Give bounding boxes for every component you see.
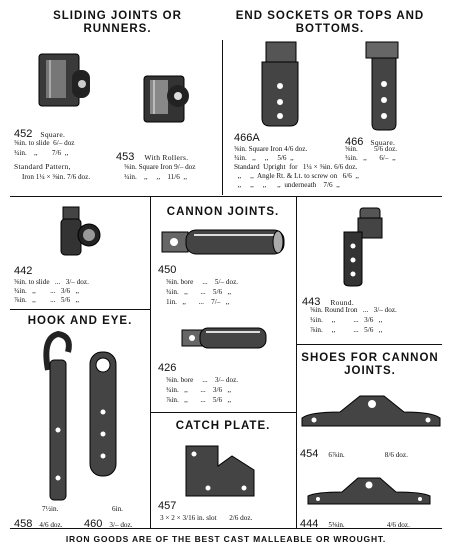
divider-left-mid bbox=[10, 309, 150, 310]
item-price: 4/6 doz. bbox=[386, 521, 410, 529]
divider-vertical-left bbox=[150, 196, 151, 528]
cannon-joint-426-illustration bbox=[180, 324, 270, 354]
item-label: With Rollers. bbox=[144, 153, 189, 162]
item-label: Round. bbox=[330, 298, 355, 307]
item-450-line-2: ¾in. ,, ... 5/6 ,, bbox=[166, 288, 232, 296]
item-442-line-3: ⅞in. ,, ... 5/6 ,, bbox=[14, 296, 80, 304]
item-label: Square. bbox=[40, 130, 66, 139]
divider-center-mid bbox=[150, 412, 296, 413]
item-457-line: 3 × 2 × 3/16 in. slot 2/6 doz. bbox=[160, 514, 253, 522]
heading-cannon-joints: CANNON JOINTS. bbox=[166, 206, 280, 218]
item-number: 460 bbox=[84, 518, 103, 530]
item-price: 3/– doz. bbox=[109, 521, 133, 529]
heading-end-sockets: END SOCKETS OR TOPS AND BOTTOMS. bbox=[235, 10, 425, 35]
shoe-454-illustration bbox=[300, 388, 442, 436]
end-socket-note-3: ,, ,, ,, ,, underneath 7/6 ,, bbox=[234, 181, 340, 189]
eye-460-illustration bbox=[86, 350, 120, 478]
item-450-line-3: 1in. ,, ... 7/– ,, bbox=[166, 298, 230, 306]
heading-hook-and-eye: HOOK AND EYE. bbox=[27, 315, 133, 327]
tee-joint-442-illustration bbox=[55, 205, 105, 260]
divider-horizontal-top bbox=[10, 196, 442, 197]
item-442-line-2: ¾in. ,, ... 3/6 ,, bbox=[14, 287, 80, 295]
item-426-line-1: ⅝in. bore ... 3/– doz. bbox=[166, 376, 239, 384]
item-444 bbox=[300, 514, 410, 532]
item-457-number: 457 bbox=[158, 500, 177, 512]
item-price: 8/6 doz. bbox=[384, 451, 408, 459]
item-450-line-1: ⅝in. bore ... 5/– doz. bbox=[166, 278, 239, 286]
item-price: 4/6 doz. bbox=[39, 521, 63, 529]
hook-458-illustration bbox=[38, 330, 78, 502]
item-460 bbox=[84, 514, 133, 532]
sliding-joint-453-illustration bbox=[142, 68, 197, 128]
shoe-444-illustration bbox=[306, 472, 432, 510]
round-socket-443-illustration bbox=[340, 206, 390, 286]
item-454 bbox=[300, 444, 408, 462]
catch-plate-457-illustration bbox=[184, 442, 259, 500]
item-452-line-2: ¾in. ,, 7/6 ,, bbox=[14, 149, 69, 157]
item-453-line-2: ¾in. ,, ,, 11/6 ,, bbox=[124, 173, 188, 181]
item-number: 443 bbox=[302, 296, 321, 308]
item-452-standard-line: Iron 1¼ × ⅜in. 7/6 doz. bbox=[22, 173, 91, 181]
item-443-line-2: ¾in. ,, ... 3/6 ,, bbox=[310, 316, 383, 324]
item-number: 453 bbox=[116, 151, 135, 163]
heading-shoes-for-cannon-joints: SHOES FOR CANNON JOINTS. bbox=[301, 352, 439, 377]
end-socket-466a-illustration bbox=[258, 40, 308, 130]
item-number: 466 bbox=[345, 136, 364, 148]
item-460-size: 6in. bbox=[112, 505, 123, 513]
item-453-line-1: ⅝in. Square Iron 9/– doz bbox=[124, 163, 196, 171]
item-size: 5⅜in. bbox=[328, 521, 345, 529]
item-number: 452 bbox=[14, 128, 33, 140]
divider-vertical-right bbox=[296, 196, 297, 528]
item-number: 444 bbox=[300, 518, 319, 530]
item-442-number: 442 bbox=[14, 265, 33, 277]
item-number: 454 bbox=[300, 448, 319, 460]
item-426-line-2: ¾in. ,, ... 3/6 ,, bbox=[166, 386, 232, 394]
item-443-line-3: ⅞in. ,, ... 5/6 ,, bbox=[310, 326, 383, 334]
footer-note: IRON GOODS ARE OF THE BEST CAST MALLEABLE OR WROUGHT. bbox=[65, 534, 387, 544]
heading-sliding-joints: SLIDING JOINTS OR RUNNERS. bbox=[53, 10, 182, 35]
heading-catch-plate: CATCH PLATE. bbox=[175, 420, 271, 432]
item-450-number: 450 bbox=[158, 264, 177, 276]
item-442-line-1: ⅝in. to slide ... 3/– doz. bbox=[14, 278, 89, 286]
sliding-joint-452-illustration bbox=[36, 50, 96, 120]
item-number: 458 bbox=[14, 518, 33, 530]
divider-vertical-top bbox=[222, 40, 223, 195]
end-socket-note-1: Standard Upright for 1¼ × ⅜in. 6/6 doz. bbox=[234, 163, 358, 171]
item-466a-line-1: ⅝in. Square Iron 4/6 doz. bbox=[234, 145, 308, 153]
item-458-size: 7½in. bbox=[42, 505, 59, 513]
item-size: 6⅞in. bbox=[328, 451, 345, 459]
item-466a-number: 466A bbox=[234, 132, 260, 144]
item-466-line-1: ⅝in. 5/6 doz. bbox=[345, 145, 398, 153]
item-452-line-1: ⅝in. to slide 6/– doz bbox=[14, 139, 75, 147]
item-466-line-2: ¾in. ,, 6/– ,, bbox=[345, 154, 396, 162]
item-label: Square. bbox=[370, 138, 396, 147]
item-466a-line-2: ¾in. ,, ,, 5/6 ,, bbox=[234, 154, 294, 162]
end-socket-466-illustration bbox=[362, 40, 407, 132]
item-426-number: 426 bbox=[158, 362, 177, 374]
cannon-joint-450-illustration bbox=[160, 226, 288, 260]
item-458 bbox=[14, 514, 63, 532]
end-socket-note-2: ,, ,, Angle Rt. & Lt. to screw on 6/6 ,, bbox=[234, 172, 359, 180]
item-452-standard: Standard Pattern, bbox=[14, 162, 71, 171]
item-426-line-3: ⅞in. ,, ... 5/6 ,, bbox=[166, 396, 232, 404]
item-443-line-1: ⅝in. Round Iron ... 3/– doz. bbox=[310, 306, 397, 314]
divider-right-mid bbox=[296, 344, 442, 345]
